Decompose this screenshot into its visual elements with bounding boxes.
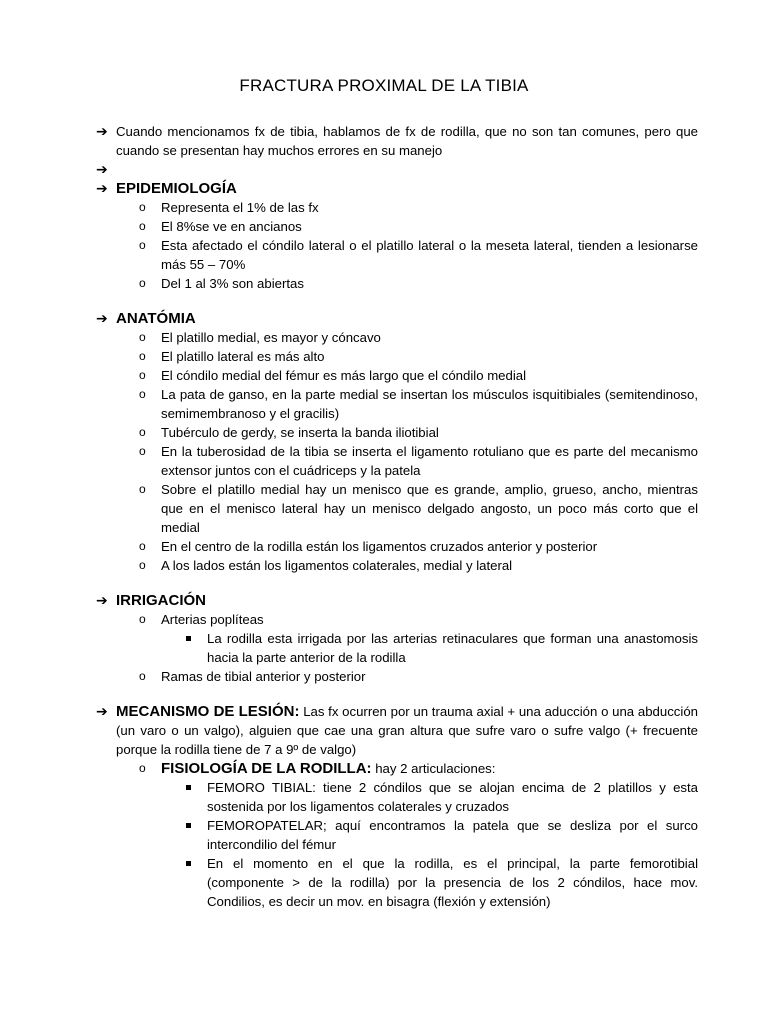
arrow-icon: ➔ [96, 310, 108, 326]
section-irrigacion [96, 591, 698, 610]
list-item: o El platillo lateral es más alto [139, 349, 325, 364]
list-item: o Representa el 1% de las fx [139, 200, 319, 215]
bullet-circle-icon: o [139, 482, 146, 496]
bullet-square-icon [186, 636, 191, 641]
list-item: o A los lados están los ligamentos colaterales, medial y lateral [139, 558, 513, 573]
intro-paragraph [96, 122, 698, 160]
section-mecanismo [96, 702, 698, 759]
list-item: o En la tuberosidad de la tibia se inserta el ligamento rotuliano que es parte del mecanismo extensor juntos con el cuádriceps y la patela [139, 444, 698, 478]
section-heading: EPIDEMIOLOGÍA [116, 180, 237, 197]
subsection-heading: FISIOLOGÍA DE LA RODILLA: [161, 760, 372, 777]
arrow-icon: ➔ [96, 161, 108, 177]
list-item: o Tubérculo de gerdy, se inserta la banda iliotibial [139, 425, 439, 440]
bullet-circle-icon: o [139, 761, 146, 775]
bullet-circle-icon: o [139, 368, 146, 382]
fisiologia-text: hay 2 articulaciones: [371, 761, 496, 776]
bullet-circle-icon: o [139, 558, 146, 572]
section-heading: IRRIGACIÓN [116, 592, 206, 609]
bullet-circle-icon: o [139, 539, 146, 553]
list-item: o Esta afectado el cóndilo lateral o el platillo lateral o la meseta lateral, tienden a lesionarse más 55 – 70% [139, 238, 698, 272]
list-item: o El 8%se ve en ancianos [139, 219, 302, 234]
intro-text: Cuando mencionamos fx de tibia, hablamos de fx de rodilla, que no son tan comunes, pero que cuando se presentan hay muchos errores en su manejo [116, 124, 698, 158]
list-item: o Sobre el platillo medial hay un menisco que es grande, amplio, grueso, ancho, mientras que en el menisco lateral hay un menisco delgado angosto, un poco más corto que el medial [139, 482, 698, 535]
section-epidemiologia [96, 179, 698, 198]
empty-arrow-line [96, 160, 698, 179]
list-item: o El cóndilo medial del fémur es más largo que el cóndilo medial [139, 368, 527, 383]
bullet-square-icon [186, 861, 191, 866]
bullet-circle-icon: o [139, 330, 146, 344]
bullet-circle-icon: o [139, 425, 146, 439]
arrow-icon: ➔ [96, 703, 108, 719]
bullet-circle-icon: o [139, 444, 146, 458]
sub-list-item: FEMORO TIBIAL: tiene 2 cóndilos que se alojan encima de 2 platillos y esta sostenida por los ligamentos colaterales y cruzados [96, 778, 698, 816]
sub-list-item: En el momento en el que la rodilla, es el principal, la parte femorotibial (componente > de la rodilla) por la presencia de los 2 cóndilos, hace mov. Condilios, es decir un mov. en bisagra (flexión y extensión) [96, 854, 698, 911]
bullet-circle-icon: o [139, 349, 146, 363]
arrow-icon: ➔ [96, 592, 108, 608]
bullet-circle-icon: o [139, 238, 146, 252]
list-item: o El platillo medial, es mayor y cóncavo [139, 330, 381, 345]
bullet-circle-icon: o [139, 669, 146, 683]
mecanismo-text: Las fx ocurren por un trauma axial + una aducción o una abducción (un varo o un valgo), alguien que cae una gran altura que sufre varo o sufre valgo (+ frecuente porque la rodilla tiene de 7 a 9º de valgo) [116, 704, 698, 757]
arrow-icon: ➔ [96, 123, 108, 139]
arrow-icon: ➔ [96, 180, 108, 196]
bullet-circle-icon: o [139, 276, 146, 290]
section-heading: MECANISMO DE LESIÓN: [116, 703, 300, 720]
list-item: o La pata de ganso, en la parte medial se insertan los músculos isquitibiales (semitendinoso, semimembranoso y el gracilis) [139, 387, 698, 421]
list-item: o En el centro de la rodilla están los ligamentos cruzados anterior y posterior [139, 539, 598, 554]
list-item: o Del 1 al 3% son abiertas [139, 276, 304, 291]
sub-list-item: FEMOROPATELAR; aquí encontramos la patela que se desliza por el surco intercondilio del fémur [96, 816, 698, 854]
bullet-circle-icon: o [139, 200, 146, 214]
bullet-circle-icon: o [139, 219, 146, 233]
sub-list-item: La rodilla esta irrigada por las arterias retinaculares que forman una anastomosis hacia la parte anterior de la rodilla [96, 629, 698, 667]
bullet-square-icon [186, 785, 191, 790]
document-title: FRACTURA PROXIMAL DE LA TIBIA [239, 76, 529, 95]
document-body [96, 122, 698, 911]
section-heading: ANATÓMIA [116, 310, 196, 327]
list-item: o Arterias poplíteas [139, 612, 264, 627]
section-anatomia [96, 309, 698, 328]
bullet-square-icon [186, 823, 191, 828]
bullet-circle-icon: o [139, 387, 146, 401]
list-item: o Ramas de tibial anterior y posterior [139, 669, 366, 684]
bullet-circle-icon: o [139, 612, 146, 626]
fisiologia-item [96, 759, 698, 778]
